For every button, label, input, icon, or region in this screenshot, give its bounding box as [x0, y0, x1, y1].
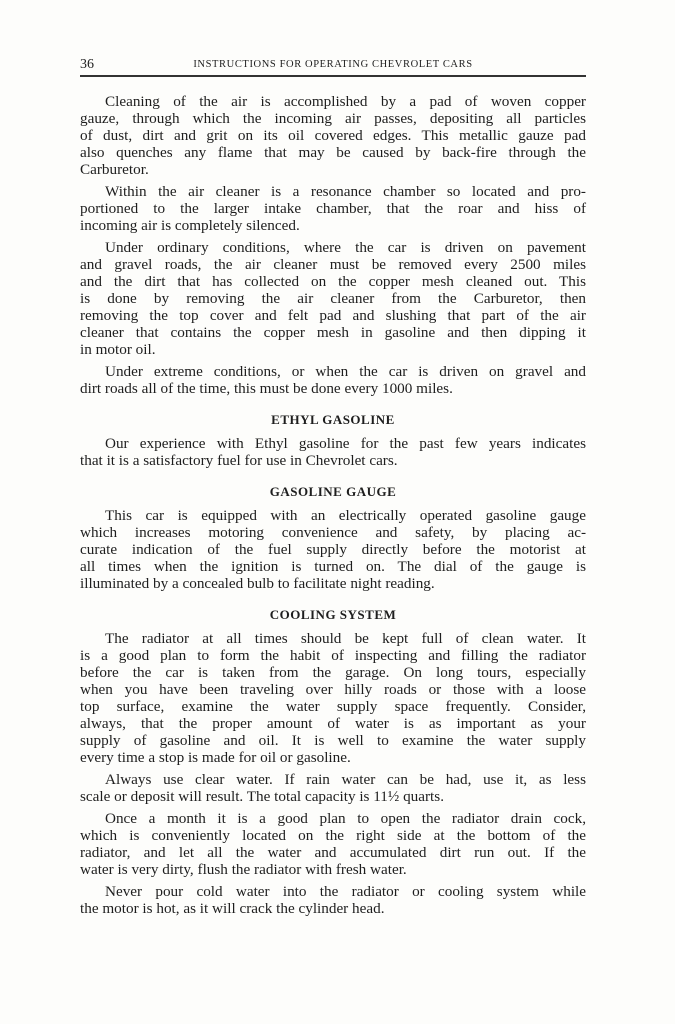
text-line: always, that the proper amount of water is as important as your: [80, 715, 586, 732]
text-line: Carburetor.: [80, 161, 149, 178]
text-line: gauze, through which the incoming air passes, depositing all particles: [80, 110, 586, 127]
text-line: This car is equipped with an electrically operated gasoline gauge: [105, 507, 586, 524]
text-line: radiator, and let all the water and accumulated dirt run out. If the: [80, 844, 586, 861]
text-line: incoming air is completely silenced.: [80, 217, 300, 234]
section-heading: COOLING SYSTEM: [269, 607, 397, 622]
text-line: Never pour cold water into the radiator or cooling system while: [105, 883, 586, 900]
text-line: of dust, dirt and grit on its oil covered edges. This metallic gauze pad: [80, 127, 586, 144]
text-line: which increases motoring convenience and safety, by placing ac-: [80, 524, 586, 541]
text-line: in motor oil.: [80, 341, 156, 358]
text-line: removing the top cover and felt pad and slushing that part of the air: [80, 307, 586, 324]
text-line: cleaner that contains the copper mesh in gasoline and then dipping it: [80, 324, 586, 341]
text-line: water is very dirty, flush the radiator with fresh water.: [80, 861, 407, 878]
text-line: portioned to the larger intake chamber, that the roar and hiss of: [80, 200, 586, 217]
text-line: Cleaning of the air is accomplished by a pad of woven copper: [105, 93, 586, 110]
section-heading: ETHYL GASOLINE: [271, 412, 395, 427]
text-line: scale or deposit will result. The total capacity is 11½ quarts.: [80, 788, 444, 805]
paragraph: [80, 239, 586, 358]
text-line: curate indication of the fuel supply directly before the motorist at: [80, 541, 586, 558]
text-line: Always use clear water. If rain water can be had, use it, as less: [105, 771, 586, 788]
text-line: illuminated by a concealed bulb to facilitate night reading.: [80, 575, 435, 592]
text-line: when you have been traveling over hilly roads or those with a loose: [80, 681, 586, 698]
text-line: every time a stop is made for oil or gasoline.: [80, 749, 351, 766]
text-line: is done by removing the air cleaner from the Carburetor, then: [80, 290, 586, 307]
text-line: that it is a satisfactory fuel for use in Chevrolet cars.: [80, 452, 398, 469]
text-line: before the car is taken from the garage. On long tours, especially: [80, 664, 586, 681]
text-line: Under extreme conditions, or when the car is driven on gravel and: [105, 363, 586, 380]
text-line: which is conveniently located on the right side at the bottom of the: [80, 827, 586, 844]
text-line: supply of gasoline and oil. It is well to examine the water supply: [80, 732, 586, 749]
running-title: INSTRUCTIONS FOR OPERATING CHEVROLET CARS: [193, 59, 473, 70]
text-line: is a good plan to form the habit of inspecting and filling the radiator: [80, 647, 586, 664]
paragraph: [80, 507, 586, 592]
text-line: Once a month it is a good plan to open the radiator drain cock,: [105, 810, 586, 827]
text-line: also quenches any flame that may be caused by back-fire through the: [80, 144, 586, 161]
paragraph: [80, 630, 586, 766]
text-line: and gravel roads, the air cleaner must be removed every 2500 miles: [80, 256, 586, 273]
paragraph: [80, 93, 586, 178]
text-line: The radiator at all times should be kept full of clean water. It: [105, 630, 586, 647]
paragraph: [80, 363, 586, 397]
section-heading: GASOLINE GAUGE: [269, 484, 397, 499]
text-line: all times when the ignition is turned on. The dial of the gauge is: [80, 558, 586, 575]
paragraph: [80, 810, 586, 878]
text-line: and the dirt that has collected on the copper mesh cleaned out. This: [80, 273, 586, 290]
text-line: top surface, examine the water supply space frequently. Consider,: [80, 698, 586, 715]
paragraph: [80, 183, 586, 234]
page-number: 36: [80, 57, 94, 72]
running-header: [80, 57, 586, 75]
paragraph: [80, 883, 586, 917]
text-line: Our experience with Ethyl gasoline for the past few years indicates: [105, 435, 586, 452]
text-line: dirt roads all of the time, this must be done every 1000 miles.: [80, 380, 453, 397]
paragraph: [80, 435, 586, 469]
page-body: [80, 93, 586, 922]
text-line: the motor is hot, as it will crack the cylinder head.: [80, 900, 385, 917]
text-line: Within the air cleaner is a resonance chamber so located and pro-: [105, 183, 586, 200]
header-rule: [80, 75, 586, 77]
paragraph: [80, 771, 586, 805]
text-line: Under ordinary conditions, where the car is driven on pavement: [105, 239, 586, 256]
